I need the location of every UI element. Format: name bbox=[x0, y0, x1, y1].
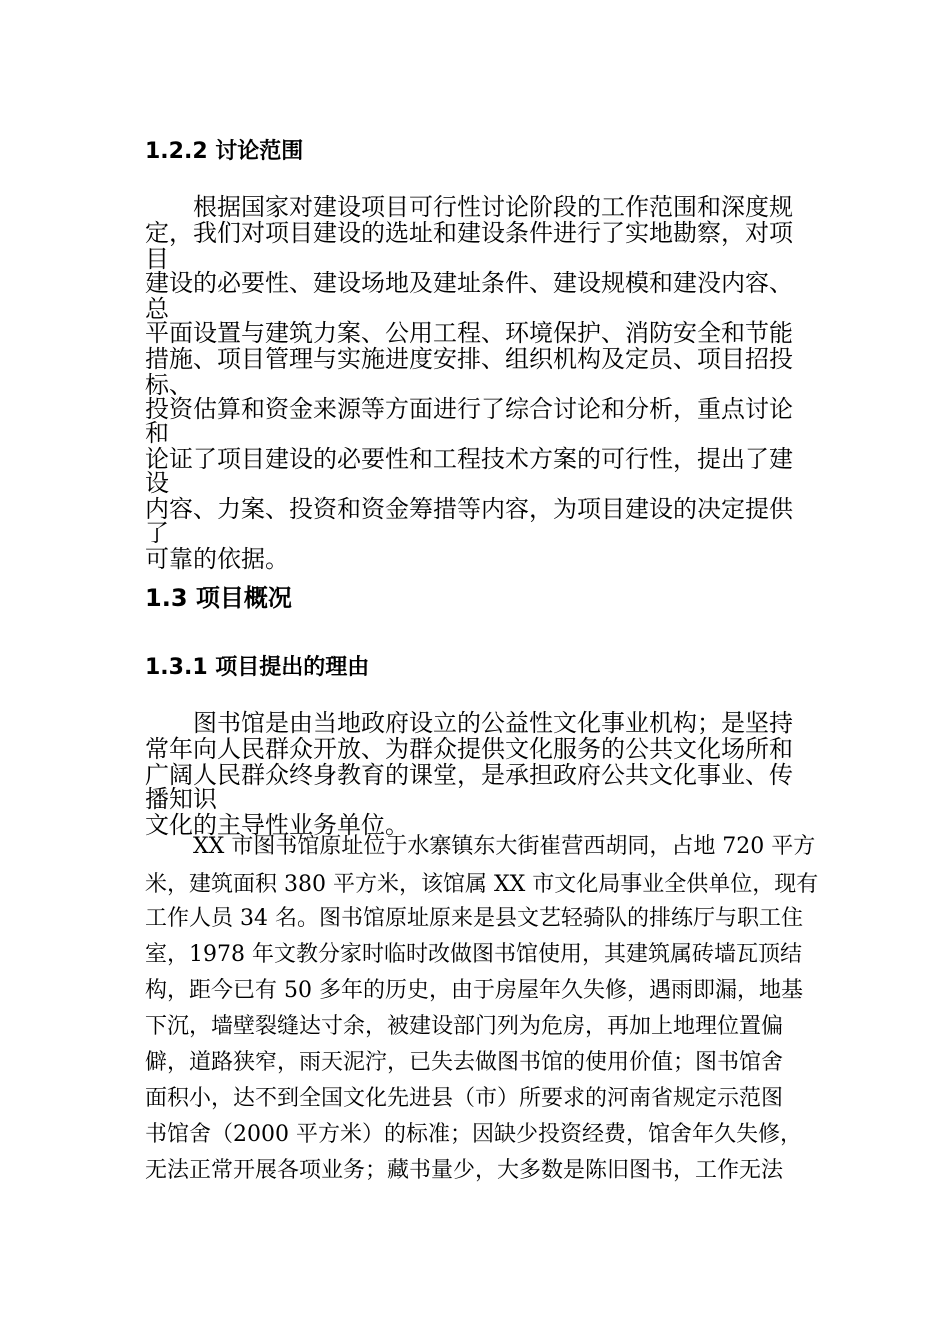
paragraph-line: 投资估算和资金来源等方面进行了综合讨论和分析，重点讨论 bbox=[145, 395, 793, 423]
paragraph-line: 和 bbox=[145, 419, 169, 447]
paragraph-line: 内容、力案、投资和资金筹措等内容，为项目建设的决定提供 bbox=[145, 495, 793, 523]
paragraph-line: 下沉，墙壁裂缝达寸余，被建设部门列为危房，再加上地理位置偏 bbox=[145, 1014, 784, 1039]
section-heading-1-2-2: 1.2.2 讨论范围 bbox=[145, 139, 304, 164]
paragraph-line: 定，我们对项目建设的选址和建设条件进行了实地勘察，对项 bbox=[145, 219, 793, 247]
paragraph-line: 米，建筑面积 380 平方米，该馆属 XX 市文化局事业全供单位，现有 bbox=[145, 872, 819, 897]
paragraph-line: 平面设置与建筑力案、公用工程、环境保护、消防安全和节能 bbox=[145, 319, 793, 347]
paragraph-line: 建设的必要性、建设场地及建址条件、建设规模和建没内容、 bbox=[145, 269, 793, 297]
paragraph-line: 总 bbox=[145, 295, 169, 323]
paragraph-line: 书馆舍（2000 平方米）的标准；因缺少投资经费，馆舍年久失修， bbox=[145, 1122, 802, 1147]
paragraph-line: 播知识 bbox=[145, 785, 217, 813]
paragraph-line: 文化的主导性业务单位。 bbox=[145, 811, 409, 839]
paragraph-line: 面积小，达不到全国文化先进县（市）所要求的河南省规定示范图 bbox=[145, 1086, 784, 1111]
paragraph-line: 常年向人民群众开放、为群众提供文化服务的公共文化场所和 bbox=[145, 735, 793, 763]
paragraph-line: 无法正常开展各项业务；藏书量少，大多数是陈旧图书，工作无法 bbox=[145, 1158, 784, 1183]
paragraph-line: 根据国家对建设项目可行性讨论阶段的工作范围和深度规 bbox=[193, 193, 793, 221]
paragraph-line: 设 bbox=[145, 469, 169, 497]
paragraph-line: 标、 bbox=[145, 371, 193, 399]
paragraph-line: 图书馆是由当地政府设立的公益性文化事业机构；是坚持 bbox=[193, 709, 793, 737]
paragraph-line: 论证了项目建设的必要性和工程技术方案的可行性，提出了建 bbox=[145, 445, 793, 473]
section-heading-1-3-1: 1.3.1 项目提出的理由 bbox=[145, 655, 370, 680]
paragraph-line: 措施、项目管理与实施进度安排、组织机构及定员、项目招投 bbox=[145, 345, 793, 373]
paragraph-line: 构，距今已有 50 多年的历史，由于房屋年久失修，遇雨即漏，地基 bbox=[145, 978, 803, 1003]
paragraph-line: 目 bbox=[145, 245, 169, 273]
paragraph-line: XX 市图书馆原址位于水寨镇东大街崔营西胡同，占地 720 平方 bbox=[193, 834, 816, 859]
paragraph-line: 广阔人民群众终身教育的课堂，是承担政府公共文化事业、传 bbox=[145, 761, 793, 789]
paragraph-line: 僻，道路狭窄，雨天泥泞，已失去做图书馆的使用价值；图书馆舍 bbox=[145, 1050, 784, 1075]
paragraph-line: 可靠的依据。 bbox=[145, 545, 289, 573]
paragraph-line: 工作人员 34 名。图书馆原址原来是县文艺轻骑队的排练厅与职工住 bbox=[145, 906, 803, 931]
paragraph-line: 了 bbox=[145, 519, 169, 547]
paragraph-line: 室，1978 年文教分家时临时改做图书馆使用，其建筑属砖墙瓦顶结 bbox=[145, 942, 802, 967]
section-heading-1-3: 1.3 项目概况 bbox=[145, 584, 292, 612]
